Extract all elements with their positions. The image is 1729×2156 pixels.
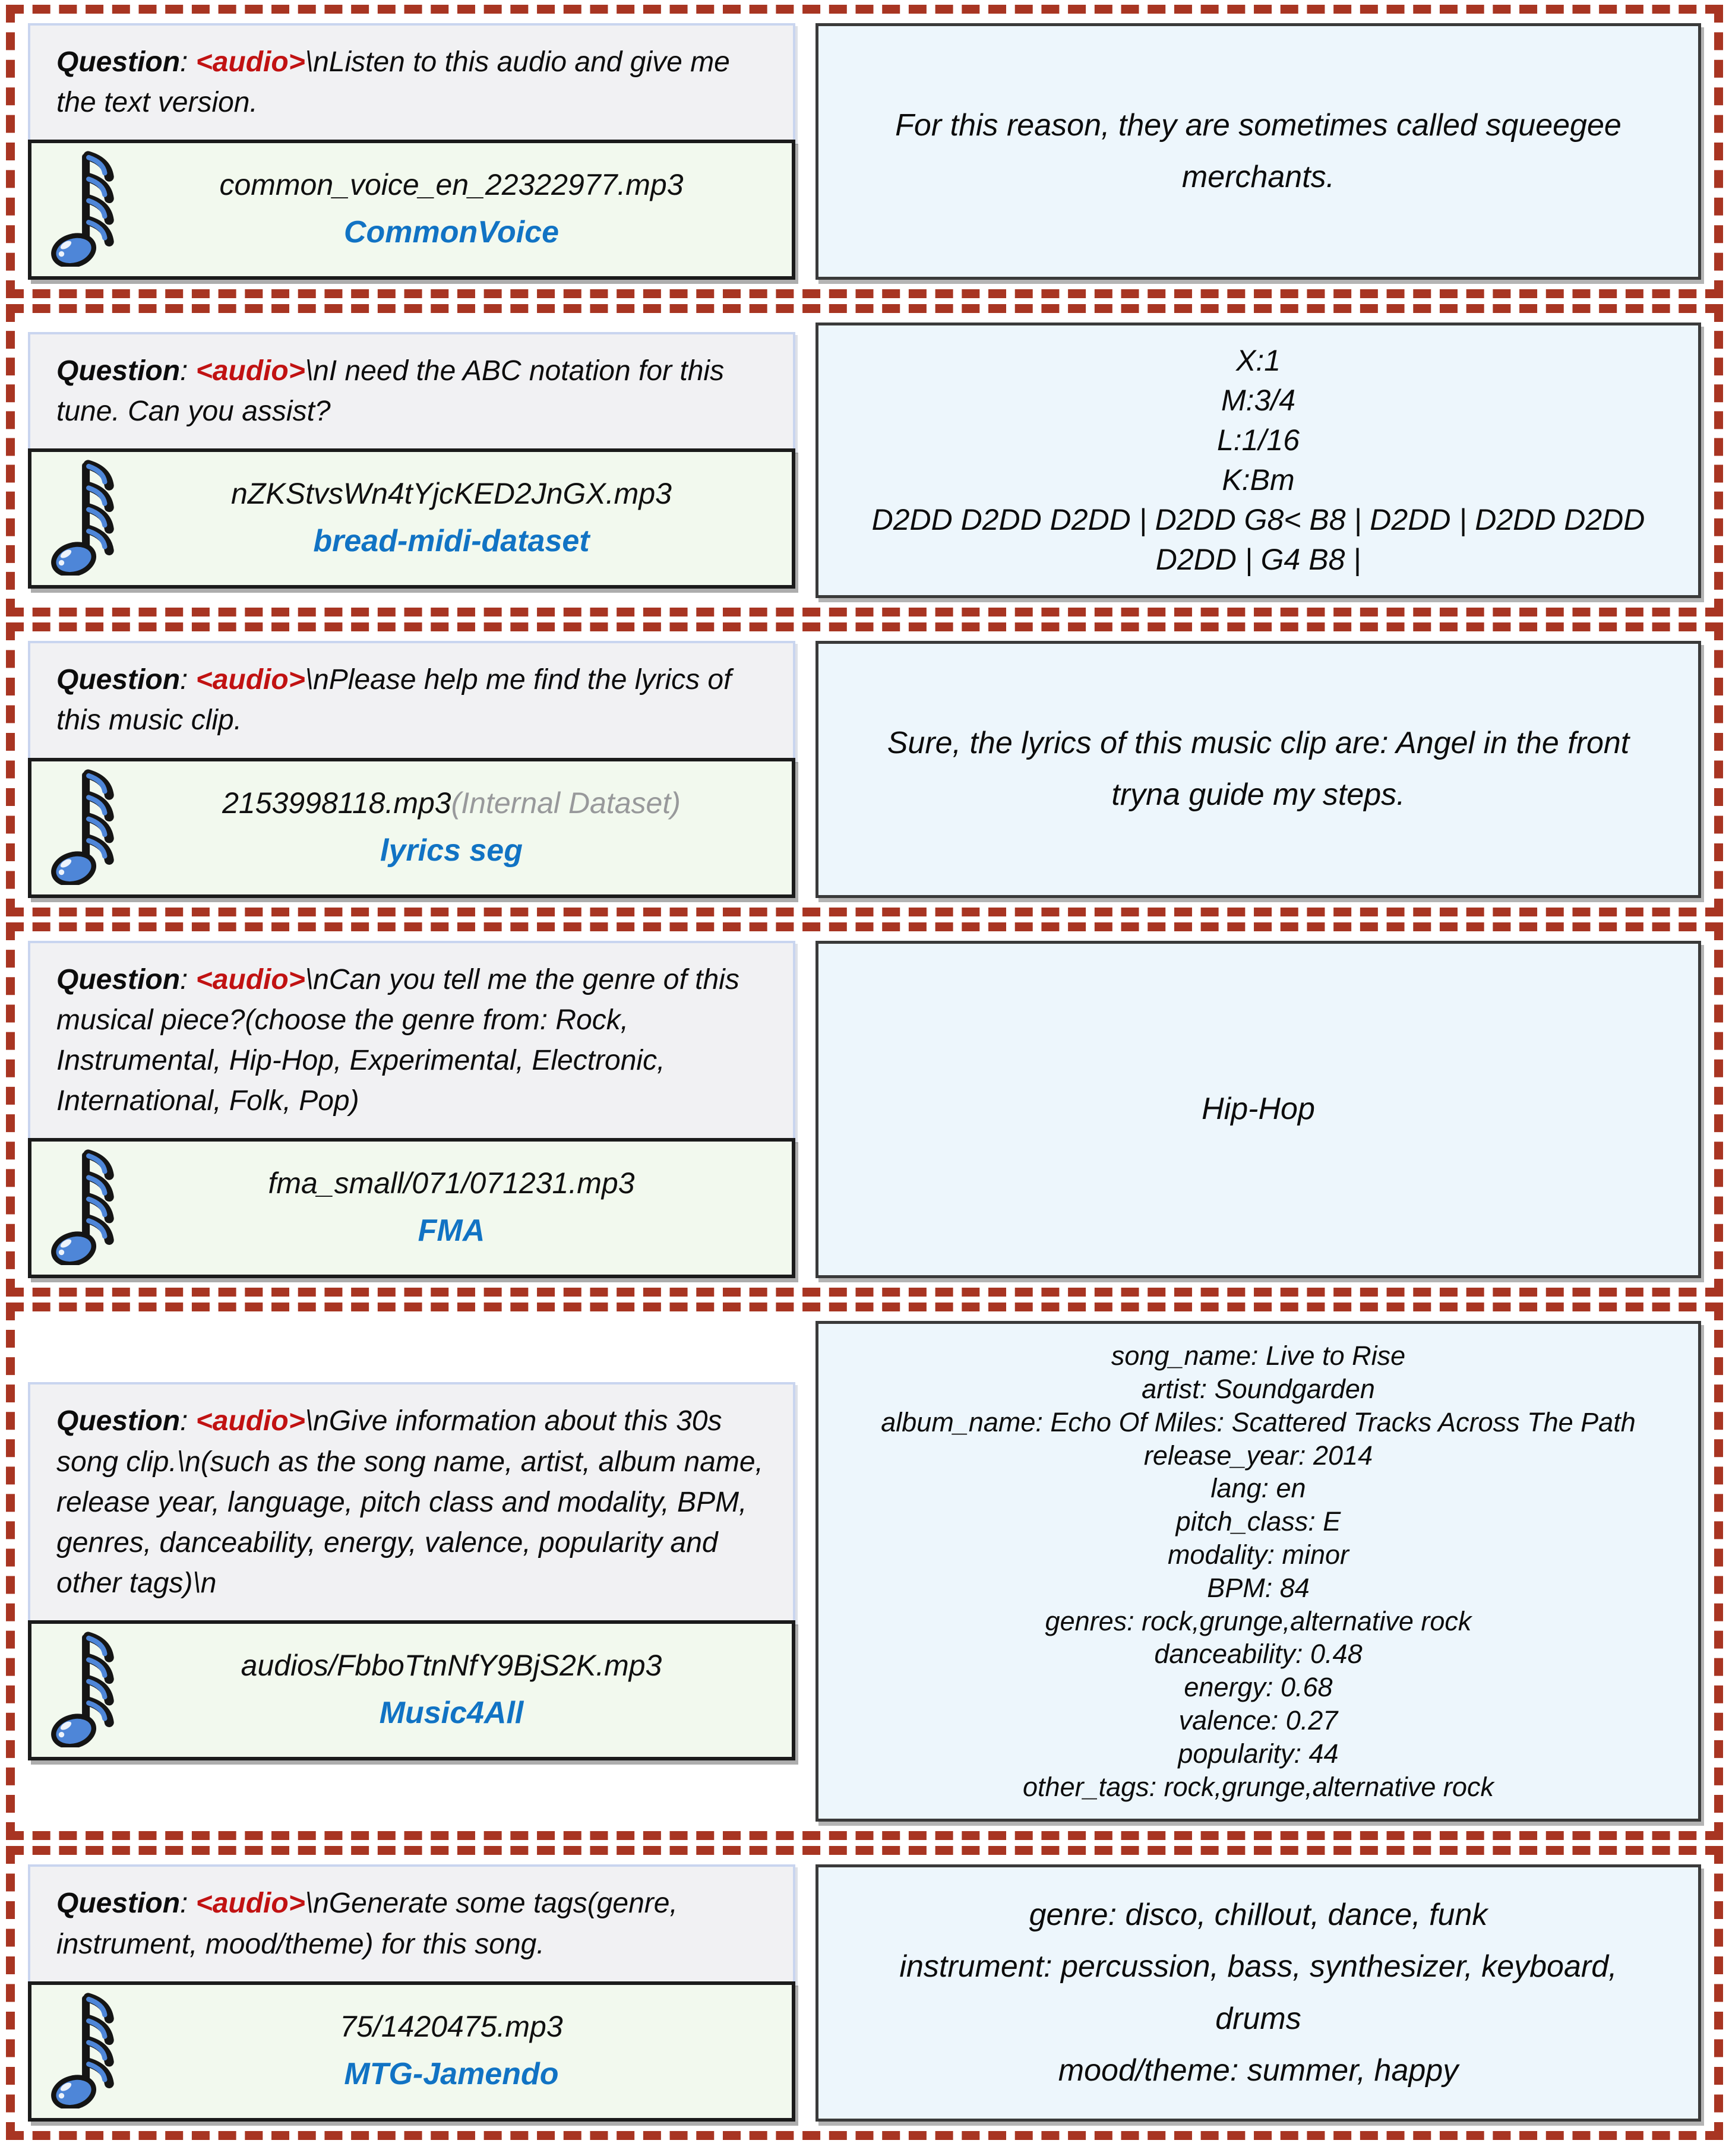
answer-line: genres: rock,grunge,alternative rock: [1045, 1605, 1472, 1636]
music-note-icon: [49, 150, 116, 267]
dataset-name: CommonVoice: [343, 215, 560, 250]
audio-file-note: (Internal Dataset): [451, 786, 681, 820]
question-label: Question: [56, 963, 181, 995]
audio-file-panel: [28, 1981, 795, 2122]
answer-line: modality: minor: [1167, 1539, 1349, 1570]
music-note-icon: [49, 1631, 116, 1747]
audio-file-panel: [28, 758, 795, 898]
question-text: \nI need the ABC notation for this tune. Can you assist?: [56, 355, 725, 428]
answer-panel: [815, 323, 1701, 598]
audio-filename: 75/1420475.mp3: [340, 2009, 563, 2043]
audio-file-block: [131, 164, 772, 253]
answer-line: energy: 0.68: [1184, 1672, 1333, 1703]
answer-line: pitch_class: E: [1175, 1506, 1341, 1537]
question-separator: :: [180, 963, 196, 995]
example-row: [6, 922, 1723, 1297]
question-text: \nListen to this audio and give me the text version.: [56, 46, 730, 119]
question-panel: [28, 332, 795, 451]
answer-line: valence: 0.27: [1178, 1705, 1338, 1736]
example-row: [6, 1303, 1723, 1840]
question-text-block: [56, 960, 767, 1122]
answer-panel: [815, 1321, 1701, 1822]
answer-line: BPM: 84: [1207, 1572, 1310, 1603]
question-panel: [28, 23, 795, 142]
question-column: [28, 323, 795, 598]
question-column: [28, 23, 795, 280]
question-column: [28, 641, 795, 897]
answer-text: [1202, 1083, 1315, 1135]
question-label: Question: [56, 355, 181, 387]
answer-panel: [815, 641, 1701, 897]
answer-line: album_name: Echo Of Miles: Scattered Tracks Across The Path: [881, 1406, 1636, 1437]
question-label: Question: [56, 1405, 181, 1437]
answer-line: D2DD D2DD D2DD | D2DD G8< B8 | D2DD | D2DD D2DD D2DD | G4 B8 |: [871, 503, 1645, 577]
audio-token: <audio>: [195, 46, 305, 78]
audio-filename: 2153998118.mp3: [222, 786, 451, 820]
answer-line: K:Bm: [1222, 463, 1295, 497]
answer-text: [881, 1339, 1636, 1803]
example-row: [6, 1846, 1723, 2139]
music-note-icon: [49, 459, 116, 576]
question-text-block: [56, 660, 767, 741]
question-panel: [28, 1864, 795, 1983]
answer-panel: [815, 23, 1701, 280]
answer-text: [864, 1889, 1654, 2097]
dataset-name: bread-midi-dataset: [313, 524, 590, 559]
question-text-block: [56, 42, 767, 123]
audio-file-line: [131, 782, 772, 824]
question-column: [28, 941, 795, 1279]
answer-line: For this reason, they are sometimes called squeegee merchants.: [895, 108, 1621, 195]
question-text: \nPlease help me find the lyrics of this music clip.: [56, 664, 732, 736]
answer-line: lang: en: [1210, 1473, 1306, 1504]
audio-token: <audio>: [195, 963, 305, 995]
audio-file-block: [131, 782, 772, 871]
question-text: \nGive information about this 30s song clip.\n(such as the song name, artist, album name, release year, language, pitch class and modality, BPM, genres, danceability, energy, valence, popularity and other tags)\n: [56, 1405, 763, 1599]
question-label: Question: [56, 46, 181, 78]
question-text-block: [56, 1401, 767, 1604]
audio-file-panel: [28, 1138, 795, 1278]
question-text: \nCan you tell me the genre of this musical piece?(choose the genre from: Rock, Instrumental, Hip-Hop, Experimental, Electronic, International, Folk, Pop): [56, 963, 739, 1117]
answer-line: song_name: Live to Rise: [1111, 1341, 1406, 1371]
question-column: [28, 1864, 795, 2121]
music-note-icon: [49, 769, 116, 885]
question-separator: :: [180, 664, 196, 696]
example-row: [6, 622, 1723, 916]
music-note-icon: [49, 1149, 116, 1265]
audio-file-line: [131, 473, 772, 514]
answer-line: Sure, the lyrics of this music clip are: Angel in the front tryna guide my steps.: [887, 726, 1630, 813]
question-label: Question: [56, 1888, 181, 1920]
example-row: [6, 304, 1723, 617]
dataset-name: Music4All: [379, 1696, 524, 1731]
audio-file-block: [131, 1645, 772, 1734]
music-note-icon: [49, 1992, 116, 2108]
question-text: \nGenerate some tags(genre, instrument, mood/theme) for this song.: [56, 1888, 678, 1960]
audio-file-block: [131, 1162, 772, 1251]
audio-file-block: [131, 473, 772, 562]
audio-file-line: [131, 2006, 772, 2047]
audio-filename: fma_small/071/071231.mp3: [268, 1166, 635, 1200]
audio-file-block: [131, 2006, 772, 2095]
question-text-block: [56, 351, 767, 432]
dataset-name: lyrics seg: [380, 833, 523, 868]
audio-file-line: [131, 1645, 772, 1686]
answer-line: X:1: [1235, 344, 1281, 378]
question-label: Question: [56, 664, 181, 696]
answer-line: L:1/16: [1216, 423, 1300, 457]
audio-token: <audio>: [195, 355, 305, 387]
question-separator: :: [180, 46, 196, 78]
audio-file-panel: [28, 140, 795, 280]
answer-line: release_year: 2014: [1143, 1440, 1373, 1471]
answer-line: mood/theme: summer, happy: [1058, 2053, 1459, 2088]
question-separator: :: [180, 1405, 196, 1437]
answer-line: M:3/4: [1221, 384, 1296, 418]
audio-token: <audio>: [195, 664, 305, 696]
question-panel: [28, 641, 795, 760]
audio-file-panel: [28, 1620, 795, 1760]
answer-text: [864, 717, 1654, 821]
answer-line: instrument: percussion, bass, synthesizer, keyboard, drums: [899, 1949, 1617, 2036]
answer-line: popularity: 44: [1178, 1738, 1339, 1769]
answer-panel: [815, 1864, 1701, 2121]
audio-filename: common_voice_en_22322977.mp3: [219, 168, 684, 202]
question-column: [28, 1321, 795, 1822]
audio-token: <audio>: [195, 1888, 305, 1920]
question-separator: :: [180, 355, 196, 387]
answer-line: other_tags: rock,grunge,alternative rock: [1023, 1771, 1494, 1802]
question-text-block: [56, 1883, 767, 1964]
answer-line: artist: Soundgarden: [1142, 1374, 1375, 1405]
question-separator: :: [180, 1888, 196, 1920]
audio-file-line: [131, 164, 772, 206]
audio-file-line: [131, 1162, 772, 1204]
answer-line: danceability: 0.48: [1154, 1639, 1363, 1670]
audio-filename: audios/FbboTtnNfY9BjS2K.mp3: [241, 1649, 662, 1683]
audio-filename: nZKStvsWn4tYjcKED2JnGX.mp3: [231, 477, 672, 511]
audio-token: <audio>: [195, 1405, 305, 1437]
answer-line: genre: disco, chillout, dance, funk: [1029, 1897, 1488, 1932]
example-row: [6, 5, 1723, 298]
question-panel: [28, 1382, 795, 1623]
dataset-name: FMA: [418, 1213, 485, 1248]
dataset-name: MTG-Jamendo: [344, 2056, 559, 2091]
answer-line: Hip-Hop: [1202, 1092, 1315, 1127]
answer-panel: [815, 941, 1701, 1279]
answer-text: [864, 341, 1654, 580]
audio-file-panel: [28, 448, 795, 589]
question-panel: [28, 941, 795, 1141]
answer-text: [864, 100, 1654, 204]
